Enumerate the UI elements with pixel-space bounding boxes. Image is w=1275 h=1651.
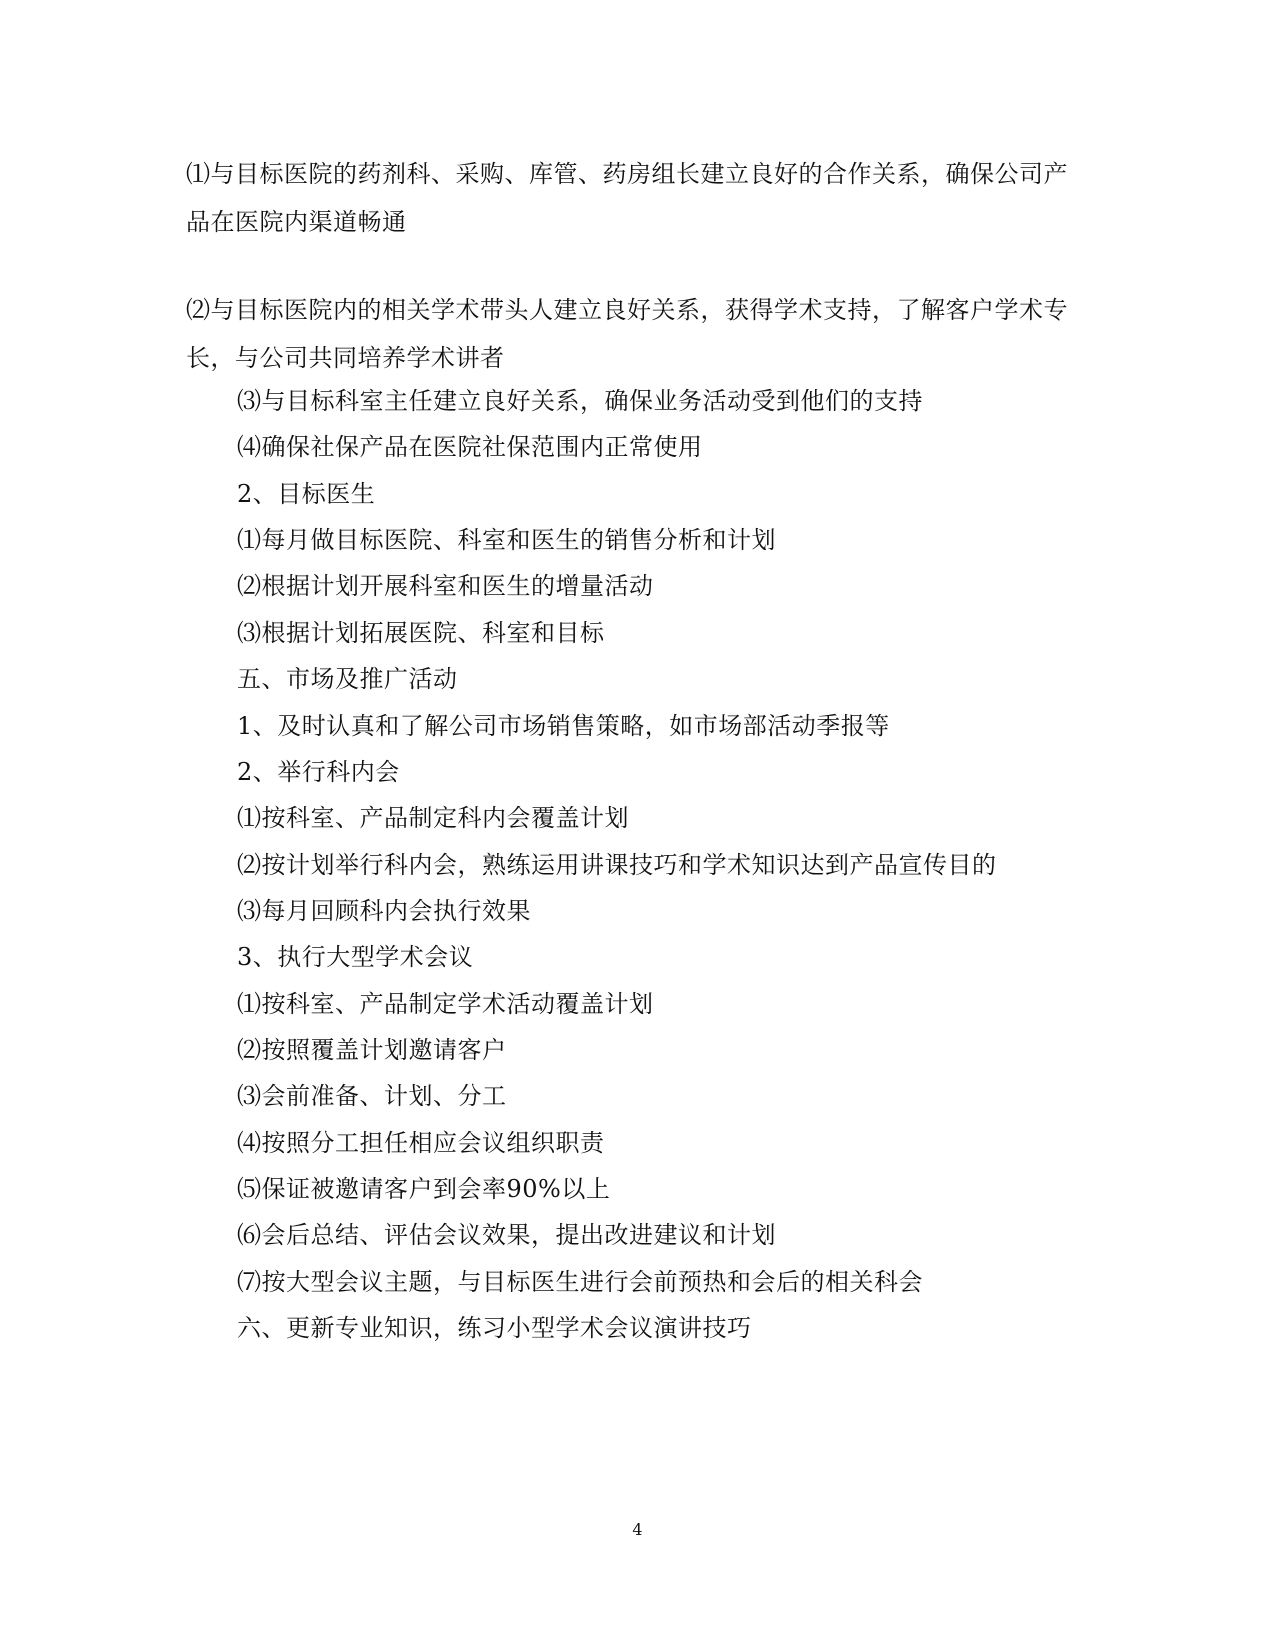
list-item: ⑶会前准备、计划、分工 xyxy=(237,1082,507,1110)
list-item: ⑷按照分工担任相应会议组织职责 xyxy=(237,1129,605,1157)
list-item: ⑷确保社保产品在医院社保范围内正常使用 xyxy=(237,433,703,461)
section-heading: 3、执行大型学术会议 xyxy=(237,943,474,971)
section-heading: 五、市场及推广活动 xyxy=(237,665,458,693)
section-heading: 2、举行科内会 xyxy=(237,758,400,786)
section-heading: 六、更新专业知识，练习小型学术会议演讲技巧 xyxy=(237,1314,752,1342)
paragraph-academic-leaders: ⑵与目标医院内的相关学术带头人建立良好关系，获得学术支持，了解客户学术专长，与公司共同培养学术讲者 xyxy=(186,296,1068,372)
list-item: ⑴按科室、产品制定科内会覆盖计划 xyxy=(237,804,629,832)
list-item: ⑵按计划举行科内会，熟练运用讲课技巧和学术知识达到产品宣传目的 xyxy=(237,851,997,879)
section-heading: 2、目标医生 xyxy=(237,480,376,508)
list-item: ⑸保证被邀请客户到会率90%以上 xyxy=(237,1175,611,1203)
list-item: ⑶与目标科室主任建立良好关系，确保业务活动受到他们的支持 xyxy=(237,387,923,415)
page-number: 4 xyxy=(632,1520,643,1539)
list-item: ⑺按大型会议主题，与目标医生进行会前预热和会后的相关科会 xyxy=(237,1268,923,1296)
list-item: ⑹会后总结、评估会议效果，提出改进建议和计划 xyxy=(237,1221,776,1249)
list-item: ⑶每月回顾科内会执行效果 xyxy=(237,897,531,925)
list-item: ⑵根据计划开展科室和医生的增量活动 xyxy=(237,572,654,600)
list-item: ⑴按科室、产品制定学术活动覆盖计划 xyxy=(237,990,654,1018)
list-item: 1、及时认真和了解公司市场销售策略，如市场部活动季报等 xyxy=(237,712,890,740)
list-item: ⑶根据计划拓展医院、科室和目标 xyxy=(237,619,605,647)
list-item: ⑴每月做目标医院、科室和医生的销售分析和计划 xyxy=(237,526,776,554)
paragraph-hospital-cooperation: ⑴与目标医院的药剂科、采购、库管、药房组长建立良好的合作关系，确保公司产品在医院内渠道畅通 xyxy=(186,160,1068,236)
list-item: ⑵按照覆盖计划邀请客户 xyxy=(237,1036,507,1064)
